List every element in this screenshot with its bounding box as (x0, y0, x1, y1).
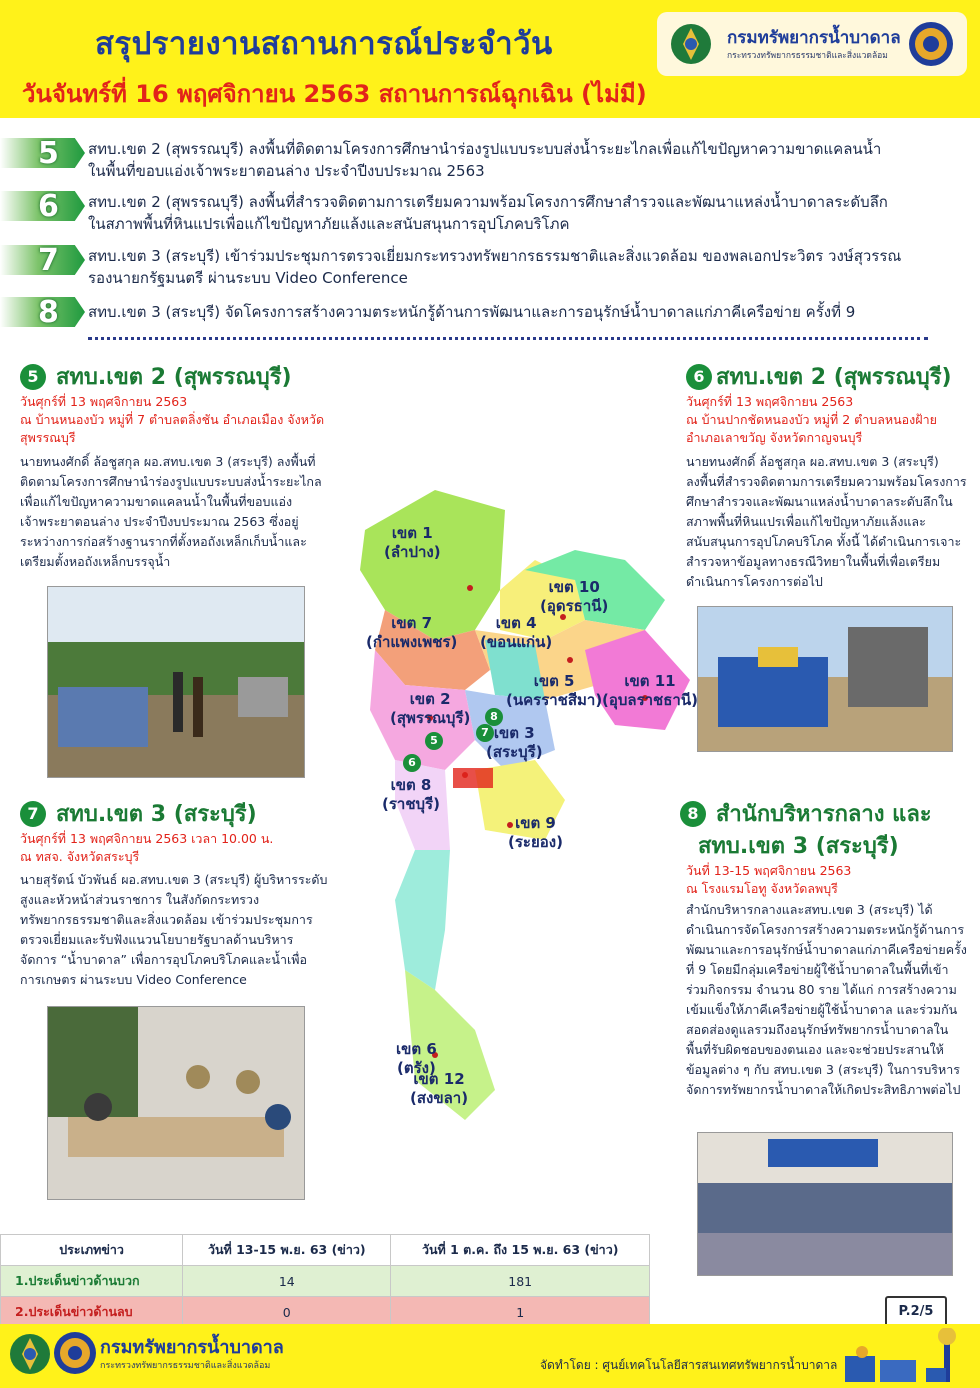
positive-value-1: 14 (183, 1266, 391, 1297)
section-8-place: ณ โรงแรมโอทู จังหวัดลพบุรี (686, 881, 838, 896)
dotted-divider (88, 337, 928, 340)
negative-value-2: 1 (391, 1297, 650, 1328)
map-region-line1: เขต 10 (548, 578, 600, 596)
section-8-body: สำนักบริหารกลางและสทบ.เขต 3 (สระบุรี) ได้ดำเนินการจัดโครงการสร้างความตระหนักรู้ด้านการพัฒนาและการอนุรักษ์น้ำบาดาลแก่ภาคีเครือข่ายครั้งที่ 9 โดยมีกลุ่มเครือข่ายผู้ใช้น้ำบาดาลในพื้นที่เข้าร่วมกิจกรรม จำนวน 80 ราย ได้แก่ การสร้างความเข้มแข็งให้ภาคีเครือข่ายผู้ใช้น้ำบาดาล และร่วมกันสอดส่องดูแลรวมถึงอนุรักษ์ทรัพยากรน้ำบาดาลในพื้นที่รับผิดชอบของตนเอง และจะช่วยประสานให้ข้อมูลต่าง ๆ กับ สทบ.เขต 3 (สระบุรี) ในการบริหารจัดการทรัพยากรน้ำบาดาลให้เกิดประสิทธิภาพต่อไป (686, 902, 967, 1097)
table-header: วันที่ 13-15 พ.ย. 63 (ข่าว) (183, 1235, 391, 1266)
summary-line-1: สทบ.เขต 3 (สระบุรี) เข้าร่วมประชุมการตรวจเยี่ยมกระทรวงทรัพยากรธรรมชาติและสิ่งแวดล้อม ของพลเอกประวิตร วงษ์สุวรรณ (88, 247, 902, 265)
section-number-badge: 6 (686, 364, 712, 390)
section-6-place: ณ บ้านปากชัดหนองบัว หมู่ที่ 2 ตำบลหนองฝ้าย อำเภอเลาขวัญ จังหวัดกาญจนบุรี (686, 412, 937, 445)
page-number: P.2/5 (885, 1296, 947, 1328)
section-5-body: นายทนงศักดิ์ ล้อชูสกุล ผอ.สทบ.เขต 3 (สระบุรี) ลงพื้นที่ติดตามโครงการศึกษานำร่องรูปแบบระบบส่งน้ำระยะไกลเพื่อแก้ไขปัญหาความขาดแคลนน้ำในพื้นที่ขอบแอ่งเจ้าพระยาตอนล่าง ประจำปีงบประมาณ 2563 ซึ่งอยู่ระหว่างการก่อสร้างฐานรากที่ตั้งหอถังเหล็กเก็บน้ำและเตรียมตั้งหอถังเหล็กบรรจุน้ำ (20, 454, 322, 569)
summary-number: 5 (38, 136, 59, 171)
page-title: สรุปรายงานสถานการณ์ประจำวัน (95, 26, 553, 62)
section-8-photo (697, 1132, 953, 1276)
summary-line-1: สทบ.เขต 2 (สุพรรณบุรี) ลงพื้นที่สำรวจติดตามการเตรียมความพร้อมโครงการศึกษาสำรวจและพัฒนาแหล่งน้ำบาดาลระดับลึก (88, 193, 888, 211)
map-region-line2: (อุบลราชธานี) (602, 691, 698, 709)
section-7-place: ณ ทสจ. จังหวัดสระบุรี (20, 849, 140, 864)
summary-line-2: ในสภาพพื้นที่หินแปรเพื่อแก้ไขปัญหาภัยแล้งและสนับสนุนการอุปโภคบริโภค (88, 215, 570, 233)
map-region-line1: เขต 7 (391, 614, 433, 632)
map-region-line1: เขต 9 (515, 814, 556, 832)
map-region-line2: (กำแพงเพชร) (366, 633, 458, 651)
map-region-line2: (ลำปาง) (384, 543, 441, 561)
section-number-badge: 7 (20, 801, 46, 827)
map-region-line2: (สุพรรณบุรี) (390, 709, 471, 727)
section-6-photo (697, 606, 953, 752)
map-marker-6: 6 (403, 754, 421, 772)
map-region-line2: (ขอนแก่น) (480, 633, 553, 651)
summary-number: 6 (38, 189, 59, 224)
section-8-date: วันที่ 13-15 พฤศจิกายน 2563 (686, 863, 852, 878)
header-logo-box (657, 12, 967, 76)
section-8-title-line2: สทบ.เขต 3 (สระบุรี) (698, 834, 899, 859)
map-region-line1: เขต 4 (495, 614, 537, 632)
table-row (1, 1297, 650, 1328)
page-subtitle: วันจันทร์ที่ 16 พฤศจิกายน 2563 สถานการณ์ฉุกเฉิน (ไม่มี) (22, 80, 647, 108)
positive-value-2: 181 (391, 1266, 650, 1297)
map-region-line2: (อุดรธานี) (540, 597, 609, 615)
summary-line-1: สทบ.เขต 3 (สระบุรี) จัดโครงการสร้างความตระหนักรู้ด้านการพัฒนาและการอนุรักษ์น้ำบาดาลแก่ภาคีเครือข่าย ครั้งที่ 9 (88, 303, 856, 321)
section-5-date: วันศุกร์ที่ 13 พฤศจิกายน 2563 (20, 394, 188, 409)
section-number-badge: 5 (20, 364, 46, 390)
section-7-photo (47, 1006, 305, 1200)
footer-credit: จัดทำโดย : ศูนย์เทคโนโลยีสารสนเทศทรัพยากรน้ำบาดาล (540, 1358, 838, 1372)
map-marker-8: 8 (485, 708, 503, 726)
summary-item-6 (0, 189, 940, 237)
drilling-rig-icon (840, 1328, 970, 1386)
map-region-line2: (สระบุรี) (486, 743, 543, 761)
negative-label: 2.ประเด็นข่าวด้านลบ (1, 1297, 183, 1328)
dept-subtitle: กระทรวงทรัพยากรธรรมชาติและสิ่งแวดล้อม (727, 51, 888, 61)
table-header: ประเภทข่าว (1, 1235, 183, 1266)
dept-emblem-icon (669, 22, 713, 66)
map-region-line1: เขต 2 (409, 690, 451, 708)
section-number-badge: 8 (680, 801, 706, 827)
map-marker-7: 7 (476, 724, 494, 742)
map-region-line1: เขต 11 (624, 672, 676, 690)
footer-dept-subtitle: กระทรวงทรัพยากรธรรมชาติและสิ่งแวดล้อม (100, 1361, 271, 1371)
summary-number: 8 (38, 295, 59, 330)
section-7-body: นายสุรัตน์ บัวพันธ์ ผอ.สทบ.เขต 3 (สระบุรี) ผู้บริหารระดับสูงและหัวหน้าส่วนราชการ ในสังกัดกระทรวงทรัพยากรธรรมชาติและสิ่งแวดล้อม เข้าร่วมประชุมการตรวจเยี่ยมและรับฟังแนวนโยบายรัฐบาลด้านบริหารจัดการ “น้ำบาดาล” เพื่อการอุปโภคบริโภคและน้ำเพื่อการเกษตร ผ่านระบบ Video Conference (20, 872, 328, 987)
summary-line-1: สทบ.เขต 2 (สุพรรณบุรี) ลงพื้นที่ติดตามโครงการศึกษานำร่องรูปแบบระบบส่งน้ำระยะไกลเพื่อแก้ไขปัญหาความขาดแคลนน้ำ (88, 140, 882, 158)
section-5-title: สทบ.เขต 2 (สุพรรณบุรี) (56, 365, 292, 390)
dept-emblem-icon (8, 1332, 52, 1376)
section-5-photo (47, 586, 305, 778)
summary-item-7 (0, 243, 940, 291)
dept-name: กรมทรัพยากรน้ำบาดาล (727, 28, 901, 48)
table-row (1, 1266, 650, 1297)
news-summary-table (0, 1234, 650, 1328)
summary-item-5 (0, 136, 940, 184)
section-6-body: นายทนงศักดิ์ ล้อชูสกุล ผอ.สทบ.เขต 3 (สระบุรี) ลงพื้นที่สำรวจติดตามการเตรียมความพร้อมโครงการศึกษาสำรวจและพัฒนาแหล่งน้ำบาดาลระดับลึกในสภาพพื้นที่หินแปรเพื่อแก้ไขปัญหาภัยแล้งและสนับสนุนการอุปโภคบริโภค ทั้งนี้ ได้ดำเนินการเจาะสำรวจหาข้อมูลทางธรณีวิทยาในพื้นที่เพื่อเตรียมดำเนินการโครงการต่อไป (686, 454, 967, 589)
footer-banner (0, 1324, 980, 1388)
map-region-line1: เขต 12 (413, 1070, 465, 1088)
summary-line-2: รองนายกรัฐมนตรี ผ่านระบบ Video Conference (88, 269, 408, 287)
map-region-line2: (ราชบุรี) (382, 795, 440, 813)
section-5-place: ณ บ้านหนองบัว หมู่ที่ 7 ตำบลตลิ่งชัน อำเภอเมือง จังหวัดสุพรรณบุรี (20, 412, 325, 445)
positive-label: 1.ประเด็นข่าวด้านบวก (1, 1266, 183, 1297)
thailand-region-map (325, 470, 690, 1130)
section-7-date: วันศุกร์ที่ 13 พฤศจิกายน 2563 เวลา 10.00 น. (20, 831, 274, 846)
map-region-line1: เขต 5 (533, 672, 575, 690)
negative-value-1: 0 (183, 1297, 391, 1328)
map-region-line1: เขต 1 (391, 524, 433, 542)
summary-item-8 (0, 297, 940, 329)
section-7-title: สทบ.เขต 3 (สระบุรี) (56, 802, 257, 827)
summary-number: 7 (38, 243, 59, 278)
footer-dept-name: กรมทรัพยากรน้ำบาดาล (100, 1337, 284, 1358)
map-region-line2: (ระยอง) (508, 833, 563, 851)
map-region-line1: เขต 3 (493, 724, 535, 742)
map-region-line2: (ตรัง) (396, 1059, 436, 1077)
section-6-date: วันศุกร์ที่ 13 พฤศจิกายน 2563 (686, 394, 854, 409)
summary-line-2: ในพื้นที่ขอบแอ่งเจ้าพระยาตอนล่าง ประจำปีงบประมาณ 2563 (88, 162, 485, 180)
ministry-seal-icon (907, 20, 955, 68)
table-header: วันที่ 1 ต.ค. ถึง 15 พ.ย. 63 (ข่าว) (391, 1235, 650, 1266)
map-region-line2: (สงขลา) (410, 1089, 469, 1107)
section-8-title-line1: สำนักบริหารกลาง และ (716, 802, 932, 827)
ministry-seal-icon (52, 1330, 98, 1376)
map-region-line2: (นครราชสีมา) (506, 691, 603, 709)
map-region-line1: เขต 6 (396, 1040, 437, 1058)
map-region-line1: เขต 8 (390, 776, 432, 794)
section-6-title: สทบ.เขต 2 (สุพรรณบุรี) (716, 365, 952, 390)
map-marker-5: 5 (425, 732, 443, 750)
